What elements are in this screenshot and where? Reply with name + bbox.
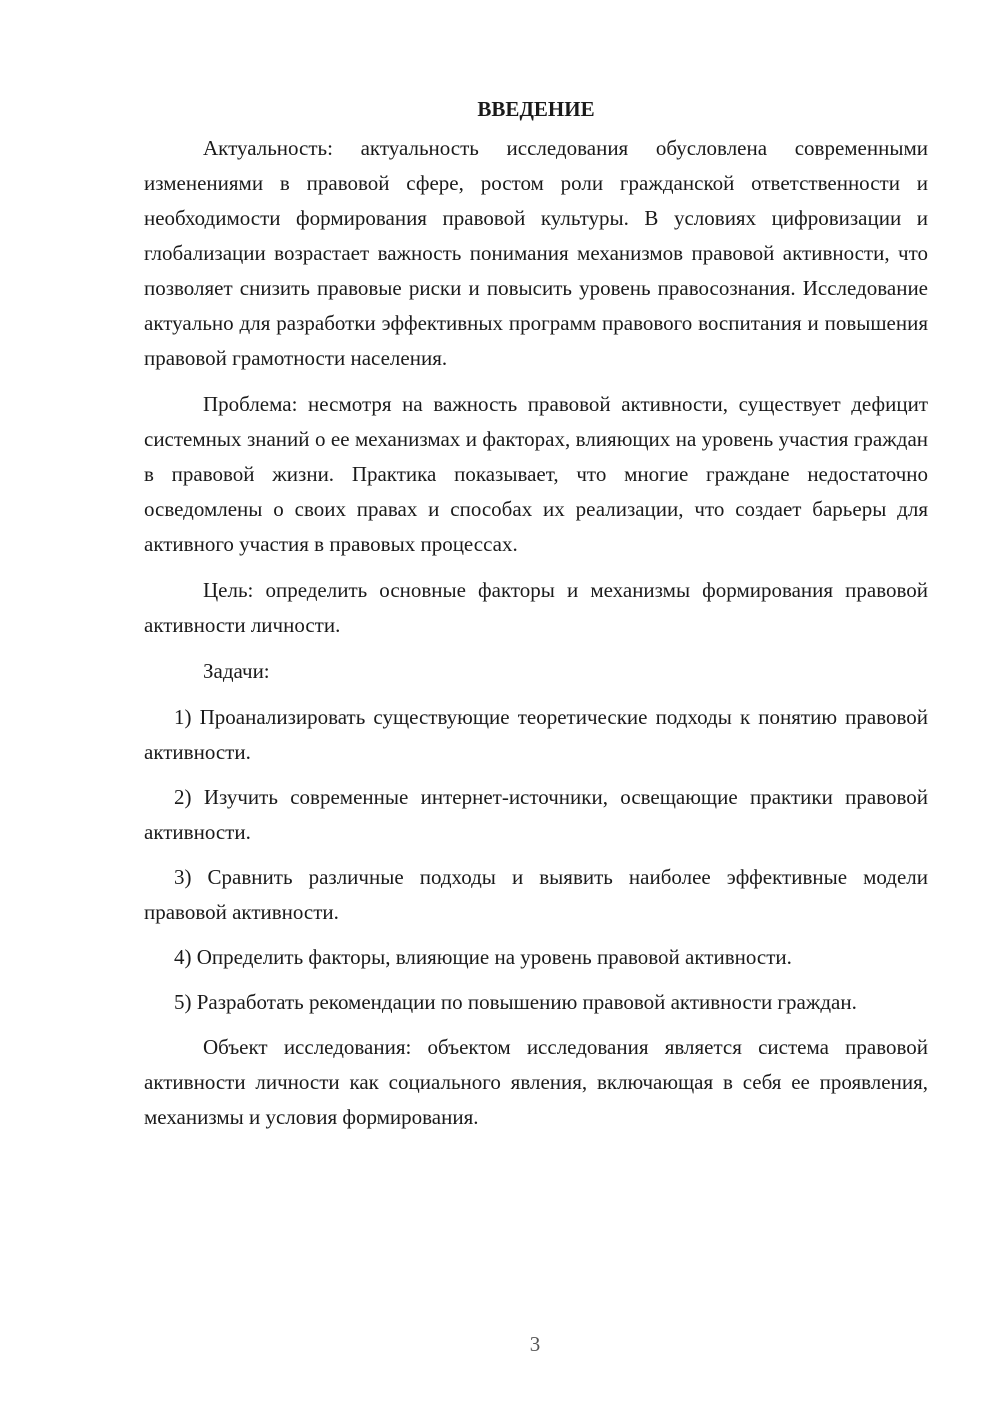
document-page xyxy=(144,92,928,1146)
task-item-5: 5) Разработать рекомендации по повышению правовой активности граждан. xyxy=(174,990,857,1014)
object-paragraph: Объект исследования: объектом исследования является система правовой активности личности как социального явления, включающая в себя ее проявления, механизмы и условия формирования. xyxy=(144,1035,928,1129)
section-title: ВВЕДЕНИЕ xyxy=(477,97,595,121)
task-item-3: 3) Сравнить различные подходы и выявить наиболее эффективные модели правовой активности. xyxy=(144,865,928,924)
page-number: 3 xyxy=(529,1332,541,1356)
task-item-1: 1) Проанализировать существующие теоретические подходы к понятию правовой активности. xyxy=(144,705,928,764)
relevance-paragraph: Актуальность: актуальность исследования обусловлена современными изменениями в правовой сфере, ростом роли гражданской ответственности и необходимости формирования правовой культуры. В условиях цифровизации и глобализации возрастает важность понимания механизмов правовой активности, что позволяет снизить правовые риски и повысить уровень правосознания. Исследование актуально для разработки эффективных программ правового воспитания и повышения правовой грамотности населения. xyxy=(144,136,928,370)
goal-paragraph: Цель: определить основные факторы и механизмы формирования правовой активности личности. xyxy=(144,578,928,637)
task-item-2: 2) Изучить современные интернет-источники, освещающие практики правовой активности. xyxy=(144,785,928,844)
task-item-4: 4) Определить факторы, влияющие на уровень правовой активности. xyxy=(174,945,792,969)
problem-paragraph: Проблема: несмотря на важность правовой активности, существует дефицит системных знаний о ее механизмах и факторах, влияющих на уровень участия граждан в правовой жизни. Практика показывает, что многие граждане недостаточно осведомлены о своих правах и способах их реализации, что создает барьеры для активного участия в правовых процессах. xyxy=(144,392,928,556)
tasks-label: Задачи: xyxy=(203,659,270,683)
